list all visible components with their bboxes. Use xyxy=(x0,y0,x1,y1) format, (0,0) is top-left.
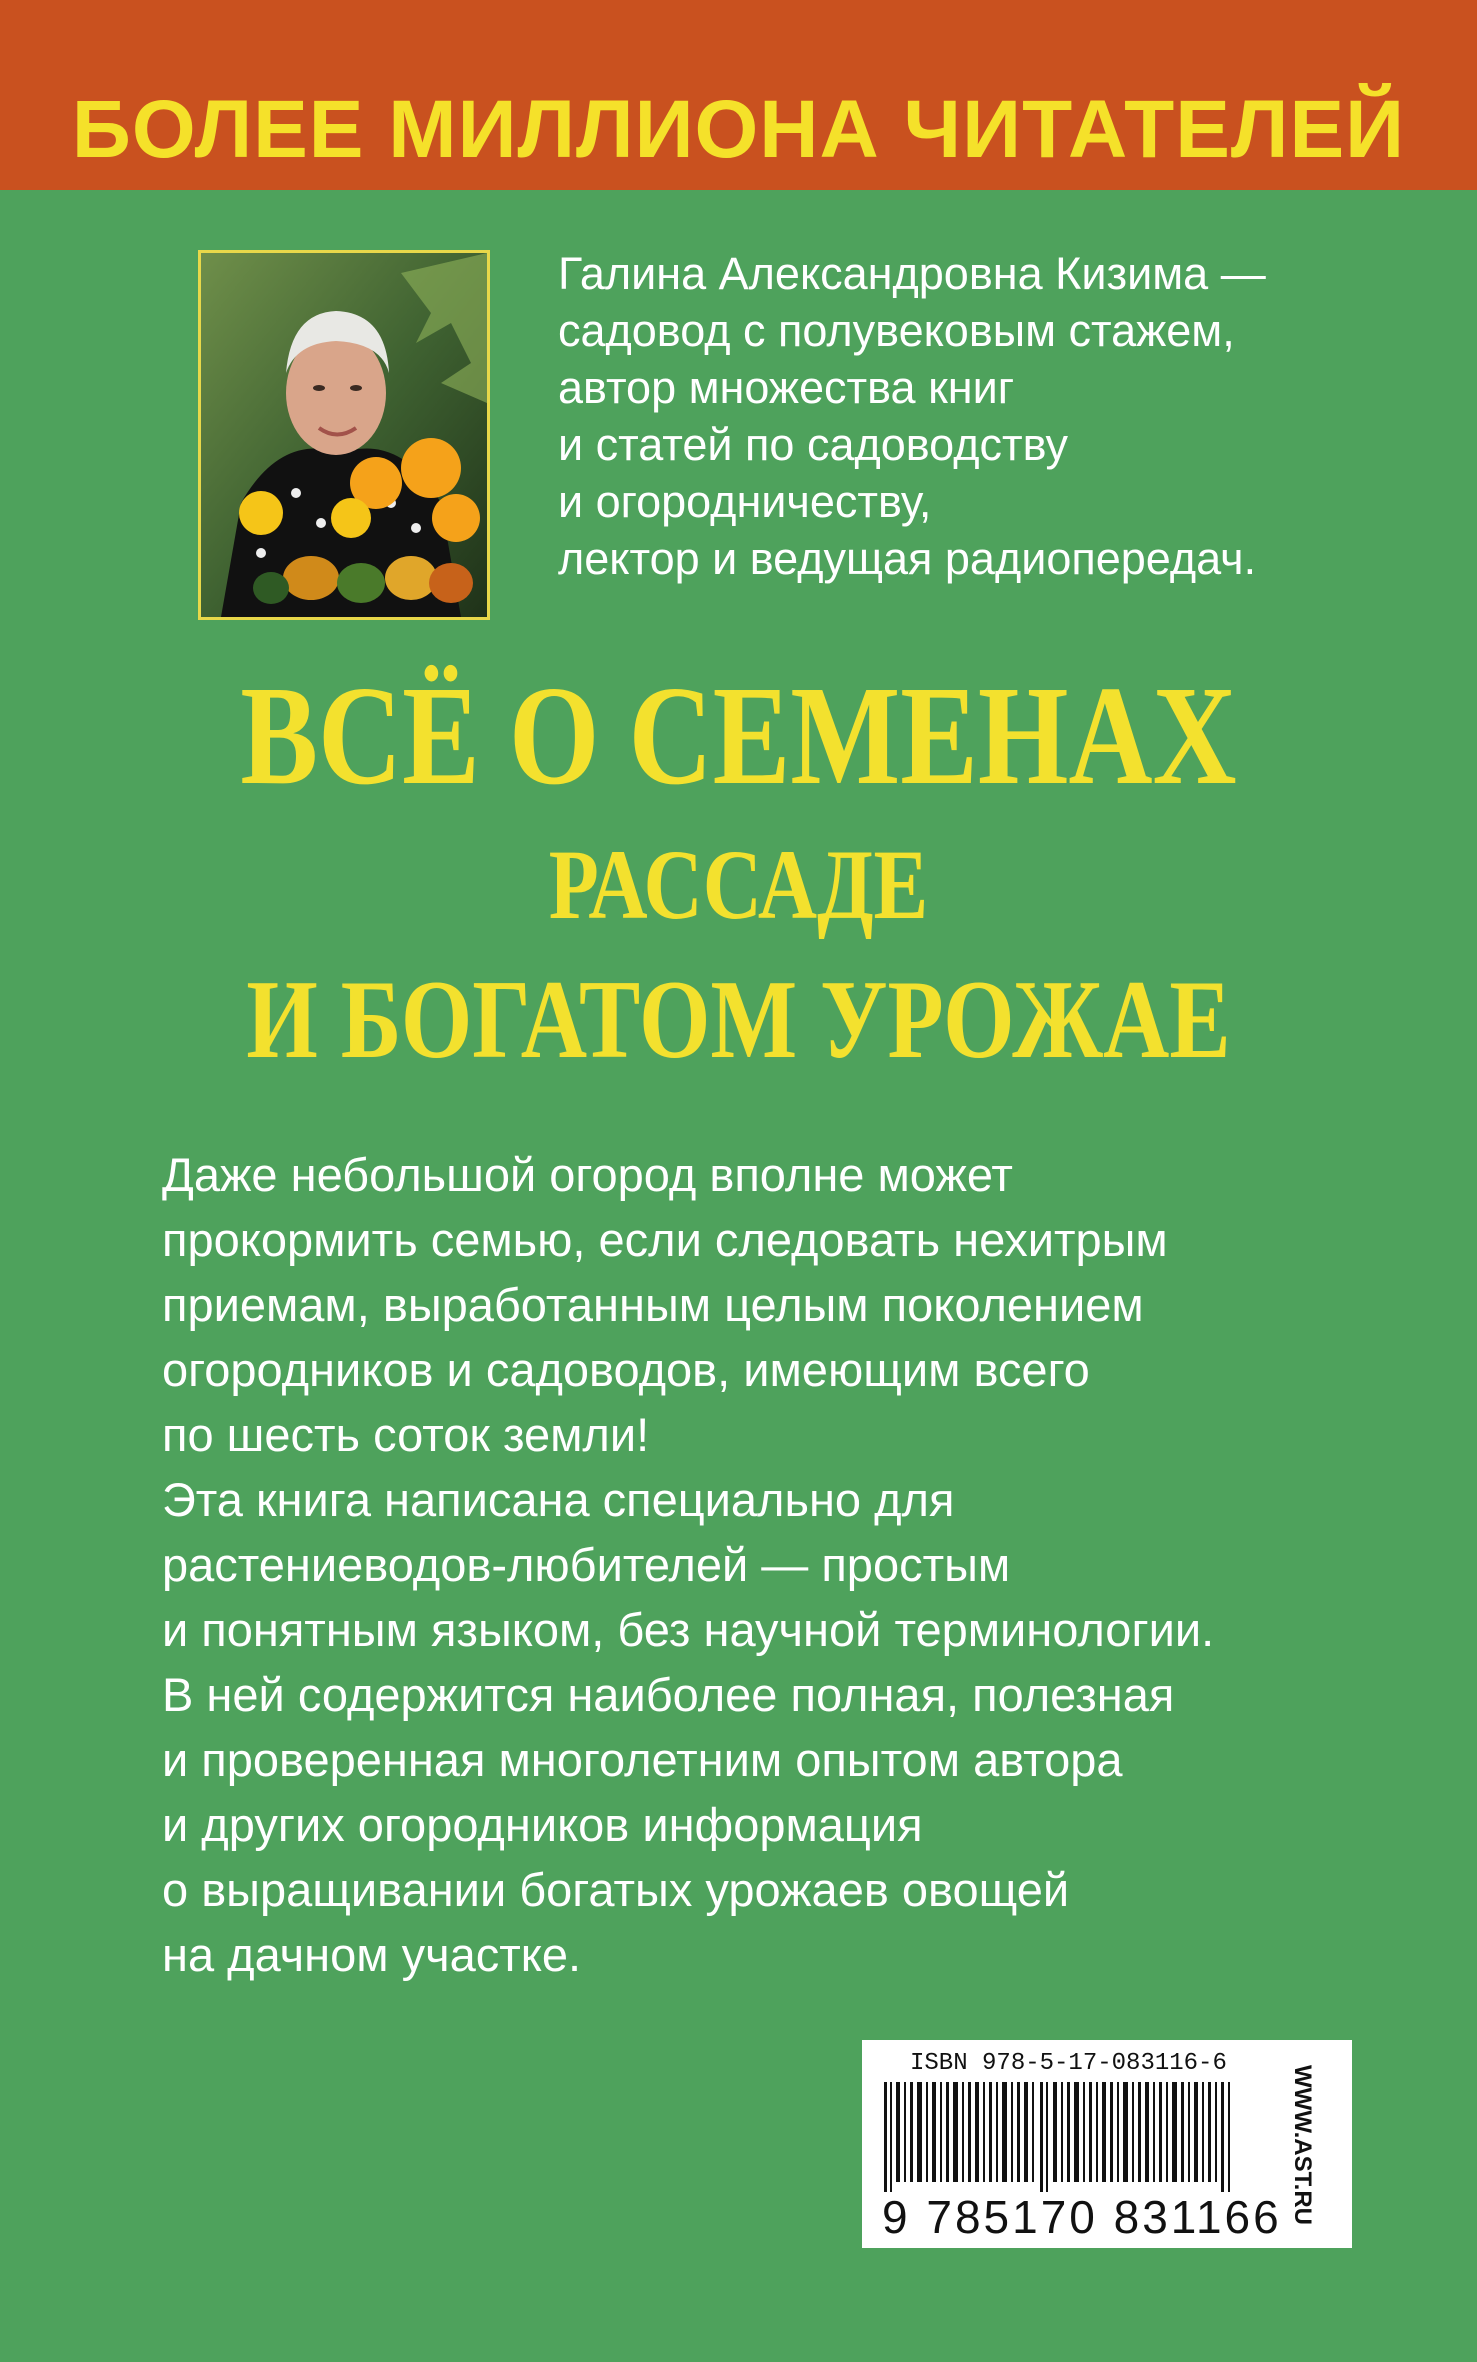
description-line: Даже небольшой огород вполне может xyxy=(162,1148,1013,1201)
barcode-digits: 9 785170 831166 xyxy=(882,2191,1282,2243)
publisher-website-text: WWW.AST.RU xyxy=(1289,2065,1316,2225)
author-bio-line: автор множества книг xyxy=(558,362,1015,413)
author-photo xyxy=(198,250,490,620)
author-bio-line: Галина Александровна Кизима — xyxy=(558,248,1266,299)
description-line: и проверенная многолетним опытом автора xyxy=(162,1733,1123,1786)
description-line: растениеводов-любителей — простым xyxy=(162,1538,1011,1591)
author-bio-line: и статей по садоводству xyxy=(558,419,1068,470)
author-bio-line: садовод с полувековым стажем, xyxy=(558,305,1235,356)
book-title: ВСЁ О СЕМЕНАХ xyxy=(240,656,1237,814)
description-line: В ней содержится наиболее полная, полезная xyxy=(162,1668,1175,1721)
description-line: приемам, выработанным целым поколением xyxy=(162,1278,1144,1331)
description-line: и других огородников информация xyxy=(162,1798,923,1851)
isbn-text: ISBN 978-5-17-083116-6 xyxy=(910,2050,1227,2077)
description-line: по шесть соток земли! xyxy=(162,1408,650,1461)
description-line: на дачном участке. xyxy=(162,1928,582,1981)
description-line: прокормить семью, если следовать нехитрым xyxy=(162,1213,1168,1266)
author-bio xyxy=(558,245,1448,587)
description-line: и понятным языком, без научной терминологии. xyxy=(162,1603,1215,1656)
author-bio-line: и огородничеству, xyxy=(558,476,932,527)
publisher-website xyxy=(1272,2055,1332,2235)
author-bio-line: лектор и ведущая радиопередач. xyxy=(558,533,1257,584)
barcode-panel xyxy=(862,2040,1352,2248)
barcode-icon xyxy=(880,2082,1260,2192)
description-line: Эта книга написана специально для xyxy=(162,1473,955,1526)
description-line: о выращивании богатых урожаев овощей xyxy=(162,1863,1070,1916)
description-line: огородников и садоводов, имеющим всего xyxy=(162,1343,1090,1396)
book-description xyxy=(162,1142,1462,1987)
book-subtitle-line1: РАССАДЕ xyxy=(548,829,929,940)
book-subtitle-line2: И БОГАТОМ УРОЖАЕ xyxy=(246,958,1231,1082)
banner-text: БОЛЕЕ МИЛЛИОНА ЧИТАТЕЛЕЙ xyxy=(71,84,1406,175)
